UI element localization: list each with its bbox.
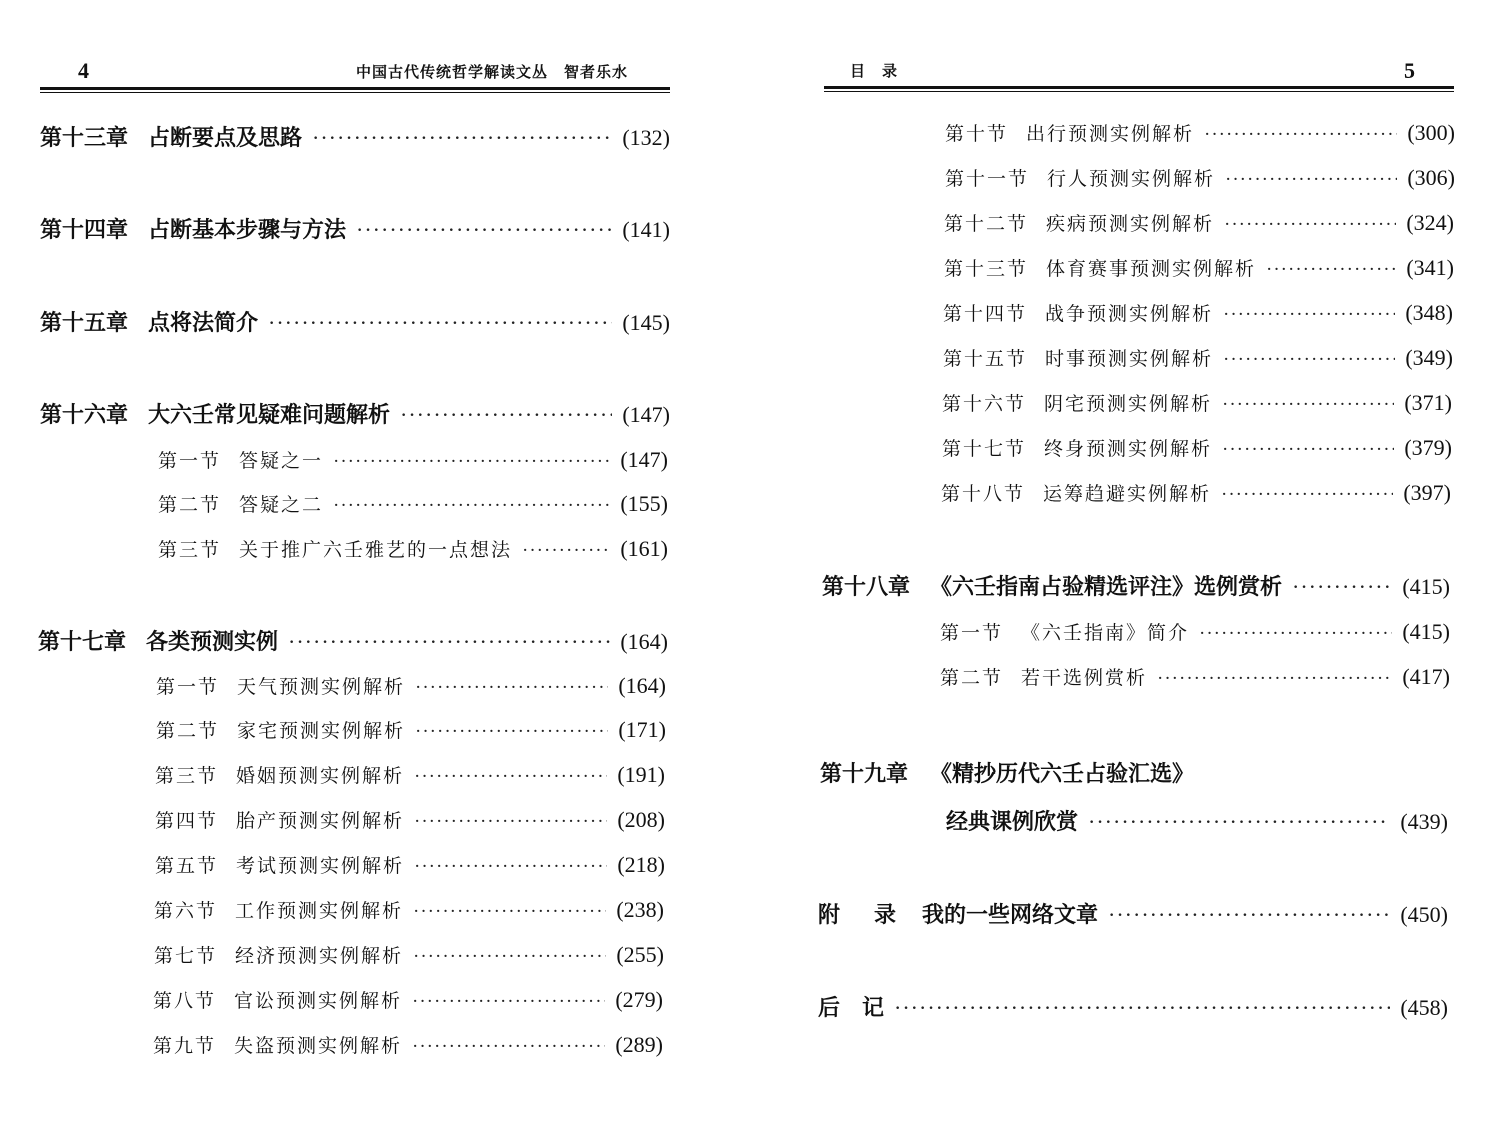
- leader-dots: [522, 540, 610, 562]
- page-ref: (145): [622, 310, 670, 335]
- toc-entry-section[interactable]: [942, 389, 1452, 416]
- section-label: 第二节: [156, 720, 220, 742]
- leader-dots: [894, 995, 1390, 1021]
- toc-entry-section[interactable]: [940, 618, 1450, 645]
- toc-entry-section[interactable]: [156, 716, 666, 743]
- header-rule-thick-left: [40, 87, 670, 90]
- section-label: 第十一节: [945, 168, 1030, 190]
- section-title: 胎产预测实例解析: [236, 810, 405, 832]
- section-label: 第一节: [156, 676, 220, 698]
- header-rule-thin-left: [40, 92, 670, 93]
- toc-entry-section[interactable]: [153, 1031, 663, 1058]
- toc-entry-section[interactable]: [941, 479, 1451, 506]
- section-title: 《六壬指南》简介: [1021, 622, 1190, 644]
- page-ref: (324): [1406, 210, 1454, 235]
- toc-entry-section[interactable]: [944, 209, 1454, 236]
- toc-entry-section[interactable]: [155, 851, 665, 878]
- section-label: 第十七节: [942, 438, 1027, 460]
- toc-entry-section[interactable]: [154, 896, 664, 923]
- page-ref: (439): [1400, 809, 1448, 834]
- leader-dots: [414, 856, 607, 878]
- section-title: 失盗预测实例解析: [234, 1035, 403, 1057]
- section-label: 第四节: [155, 810, 219, 832]
- section-title: 经济预测实例解析: [235, 945, 404, 967]
- page-number-left: 4: [78, 58, 89, 83]
- leader-dots: [414, 766, 607, 788]
- page-ref: (458): [1400, 995, 1448, 1020]
- chapter-label: 第十四章: [40, 217, 129, 243]
- section-title: 答疑之一: [239, 450, 324, 472]
- section-label: 第十节: [945, 123, 1009, 145]
- section-title: 疾病预测实例解析: [1046, 213, 1215, 235]
- section-label: 第一节: [158, 450, 222, 472]
- section-label: 第一节: [940, 622, 1004, 644]
- leader-dots: [312, 125, 612, 151]
- section-label: 第三节: [158, 539, 222, 561]
- chapter-label: 第十六章: [40, 402, 129, 428]
- leader-dots: [1224, 214, 1396, 236]
- page-ref: (415): [1402, 574, 1450, 599]
- chapter-label: 第十五章: [40, 310, 129, 336]
- toc-entry-section[interactable]: [945, 119, 1455, 146]
- leader-dots: [1222, 439, 1394, 461]
- leader-dots: [413, 901, 606, 923]
- leader-dots: [333, 495, 610, 517]
- page-ref: (238): [616, 897, 664, 922]
- section-title: 若干选例赏析: [1021, 667, 1148, 689]
- section-title: 行人预测实例解析: [1047, 168, 1216, 190]
- toc-entry-chapter-16[interactable]: [40, 398, 670, 429]
- toc-entry-section[interactable]: [155, 806, 665, 833]
- section-title: 时事预测实例解析: [1045, 348, 1214, 370]
- toc-entry-section[interactable]: [945, 164, 1455, 191]
- chapter-label: 第十三章: [40, 125, 129, 151]
- section-label: 第二节: [940, 667, 1004, 689]
- page-ref: (155): [620, 491, 668, 516]
- section-label: 第六节: [154, 900, 218, 922]
- page-ref: (348): [1405, 300, 1453, 325]
- page-ref: (141): [622, 217, 670, 242]
- chapter-label: 第十九章: [820, 761, 909, 787]
- toc-entry-section[interactable]: [943, 344, 1453, 371]
- leader-dots: [1266, 259, 1396, 281]
- page-ref: (191): [617, 762, 665, 787]
- section-label: 第七节: [154, 945, 218, 967]
- page-ref: (417): [1402, 664, 1450, 689]
- leader-dots: [1292, 574, 1392, 600]
- appendix-title: 我的一些网络文章: [922, 902, 1099, 928]
- toc-entry-chapter-15[interactable]: [40, 306, 670, 337]
- chapter-title-continued: 经典课例欣赏: [946, 809, 1079, 835]
- page-number-right: 5: [1404, 58, 1415, 83]
- page-ref: (289): [615, 1032, 663, 1057]
- section-label: 第五节: [155, 855, 219, 877]
- leader-dots: [333, 451, 610, 473]
- toc-entry-chapter-19[interactable]: [820, 757, 1194, 788]
- toc-entry-section[interactable]: [153, 986, 663, 1013]
- toc-entry-section[interactable]: [942, 434, 1452, 461]
- afterword-label: 后 记: [818, 995, 885, 1021]
- section-title: 阴宅预测实例解析: [1044, 393, 1213, 415]
- toc-entry-chapter-18[interactable]: [822, 570, 1450, 601]
- page-ref: (450): [1400, 902, 1448, 927]
- page-ref: (371): [1404, 390, 1452, 415]
- section-label: 第十六节: [942, 393, 1027, 415]
- leader-dots: [1157, 668, 1392, 690]
- leader-dots: [414, 811, 607, 833]
- section-title: 战争预测实例解析: [1045, 303, 1214, 325]
- page-ref: (171): [618, 717, 666, 742]
- section-title: 出行预测实例解析: [1026, 123, 1195, 145]
- toc-entry-chapter-19-cont[interactable]: [946, 805, 1448, 836]
- leader-dots: [412, 991, 605, 1013]
- chapter-title: 点将法简介: [148, 310, 259, 336]
- section-title: 天气预测实例解析: [237, 676, 406, 698]
- page-ref: (341): [1406, 255, 1454, 280]
- page-ref: (279): [615, 987, 663, 1012]
- chapter-title: 大六壬常见疑难问题解析: [148, 402, 391, 428]
- section-title: 婚姻预测实例解析: [236, 765, 405, 787]
- toc-entry-section[interactable]: [158, 446, 668, 473]
- page-ref: (300): [1407, 120, 1455, 145]
- section-title: 终身预测实例解析: [1044, 438, 1213, 460]
- running-header-right: 目 录: [850, 62, 899, 80]
- leader-dots: [356, 217, 612, 243]
- chapter-label: 第十八章: [822, 574, 911, 600]
- section-label: 第八节: [153, 990, 217, 1012]
- chapter-title: 《六壬指南占验精选评注》选例赏析: [930, 574, 1283, 600]
- section-label: 第三节: [155, 765, 219, 787]
- section-label: 第十四节: [943, 303, 1028, 325]
- toc-entry-section[interactable]: [155, 761, 665, 788]
- section-label: 第十三节: [944, 258, 1029, 280]
- toc-entry-section[interactable]: [944, 254, 1454, 281]
- page-ref: (349): [1405, 345, 1453, 370]
- toc-entry-section[interactable]: [154, 941, 664, 968]
- toc-entry-chapter-14[interactable]: [40, 213, 670, 244]
- toc-entry-section[interactable]: [158, 490, 668, 517]
- leader-dots: [1223, 304, 1395, 326]
- header-rule-thin-right: [824, 91, 1454, 92]
- section-label: 第二节: [158, 494, 222, 516]
- appendix-label: 附 录: [818, 902, 903, 928]
- page-ref: (164): [618, 673, 666, 698]
- toc-entry-section[interactable]: [156, 672, 666, 699]
- page-ref: (147): [622, 402, 670, 427]
- leader-dots: [1222, 394, 1394, 416]
- section-label: 第九节: [153, 1035, 217, 1057]
- section-title: 运筹趋避实例解析: [1043, 483, 1212, 505]
- leader-dots: [1199, 623, 1392, 645]
- section-label: 第十八节: [941, 483, 1026, 505]
- page-ref: (255): [616, 942, 664, 967]
- leader-dots: [412, 1036, 605, 1058]
- page-ref: (379): [1404, 435, 1452, 460]
- leader-dots: [1204, 124, 1397, 146]
- toc-entry-afterword[interactable]: [818, 991, 1448, 1022]
- page-ref: (208): [617, 807, 665, 832]
- chapter-title: 《精抄历代六壬占验汇选》: [930, 761, 1195, 787]
- section-label: 第十二节: [944, 213, 1029, 235]
- leader-dots: [1225, 169, 1397, 191]
- toc-entry-chapter-13[interactable]: [40, 121, 670, 152]
- section-title: 工作预测实例解析: [235, 900, 404, 922]
- header-rule-thick-right: [824, 86, 1454, 89]
- page-ref: (147): [620, 447, 668, 472]
- section-title: 答疑之二: [239, 494, 324, 516]
- section-title: 体育赛事预测实例解析: [1046, 258, 1257, 280]
- leader-dots: [415, 721, 608, 743]
- section-title: 考试预测实例解析: [236, 855, 405, 877]
- page-ref: (218): [617, 852, 665, 877]
- section-title: 关于推广六壬雅艺的一点想法: [239, 539, 513, 561]
- leader-dots: [1221, 484, 1393, 506]
- leader-dots: [415, 677, 608, 699]
- toc-entry-section[interactable]: [943, 299, 1453, 326]
- chapter-label: 第十七章: [38, 629, 127, 655]
- running-header-left: 中国古代传统哲学解读文丛 智者乐水: [356, 63, 629, 81]
- leader-dots: [1108, 902, 1390, 928]
- page-ref: (415): [1402, 619, 1450, 644]
- chapter-title: 占断要点及思路: [148, 125, 303, 151]
- leader-dots: [1088, 809, 1390, 835]
- page-ref: (397): [1403, 480, 1451, 505]
- leader-dots: [268, 310, 612, 336]
- page-ref: (132): [622, 125, 670, 150]
- chapter-title: 占断基本步骤与方法: [148, 217, 347, 243]
- toc-entry-appendix[interactable]: [818, 898, 1448, 929]
- leader-dots: [1223, 349, 1395, 371]
- section-title: 官讼预测实例解析: [234, 990, 403, 1012]
- leader-dots: [288, 629, 610, 655]
- section-title: 家宅预测实例解析: [237, 720, 406, 742]
- page-ref: (306): [1407, 165, 1455, 190]
- page-ref: (164): [620, 629, 668, 654]
- leader-dots: [400, 402, 612, 428]
- chapter-title: 各类预测实例: [146, 629, 279, 655]
- toc-entry-chapter-17[interactable]: [38, 625, 668, 656]
- toc-entry-section[interactable]: [940, 663, 1450, 690]
- leader-dots: [413, 946, 606, 968]
- section-label: 第十五节: [943, 348, 1028, 370]
- page-ref: (161): [620, 536, 668, 561]
- toc-entry-section[interactable]: [158, 535, 668, 562]
